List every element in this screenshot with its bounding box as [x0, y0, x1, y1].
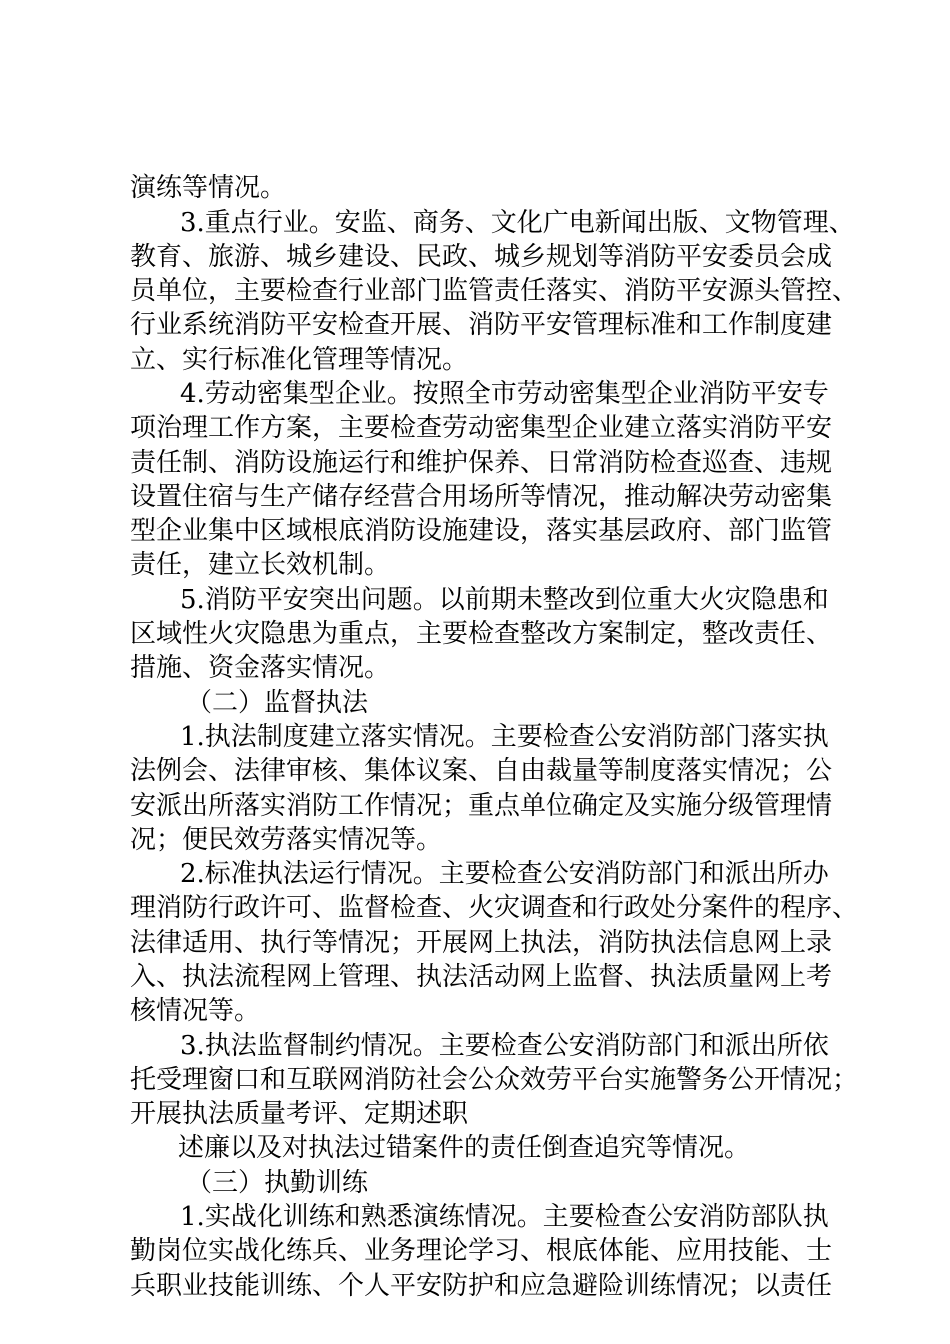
text-line-content: 教育、旅游、城乡建设、民政、城乡规划等消防平安委员会成: [130, 242, 833, 272]
text-line-content: 1.实战化训练和熟悉演练情况。主要检查公安消防部队执: [180, 1202, 829, 1232]
text-line: [0, 308, 950, 342]
text-line: [0, 343, 950, 377]
text-line-content: 5.消防平安突出问题。以前期未整改到位重大火灾隐患和: [180, 585, 829, 615]
text-line-content: 理消防行政许可、监督检查、火灾调查和行政处分案件的程序、: [130, 893, 859, 923]
text-line-content: 况；便民效劳落实情况等。: [130, 825, 443, 855]
text-line: [0, 617, 950, 651]
text-line: [0, 1063, 950, 1097]
text-line: [0, 446, 950, 480]
text-line: [0, 548, 950, 582]
section-heading-text: （三）执勤训练: [186, 1168, 369, 1198]
section-heading-text: （二）监督执法: [186, 688, 369, 718]
text-line-content: 核情况等。: [130, 996, 261, 1026]
text-line-content: 项治理工作方案，主要检查劳动密集型企业建立落实消防平安: [130, 413, 833, 443]
text-line-content: 责任，建立长效机制。: [130, 550, 391, 580]
text-line: [0, 1200, 950, 1234]
text-line: [0, 240, 950, 274]
text-line: [0, 583, 950, 617]
text-line-content: 行业系统消防平安检查开展、消防平安管理标准和工作制度建: [130, 310, 833, 340]
text-line: [0, 514, 950, 548]
text-line-content: 员单位，主要检查行业部门监管责任落实、消防平安源头管控、: [130, 276, 859, 306]
text-line-content: 3.执法监督制约情况。主要检查公安消防部门和派出所依: [180, 1031, 829, 1061]
text-line-content: 勤岗位实战化练兵、业务理论学习、根底体能、应用技能、士: [130, 1236, 833, 1266]
text-line-content: 措施、资金落实情况。: [130, 653, 391, 683]
text-line-content: 入、执法流程网上管理、执法活动网上监督、执法质量网上考: [130, 962, 833, 992]
text-line-content: 演练等情况。: [130, 173, 287, 203]
text-line-content: 兵职业技能训练、个人平安防护和应急避险训练情况；以责任: [130, 1271, 833, 1301]
text-line: [0, 891, 950, 925]
text-line: [0, 1131, 950, 1165]
text-line: [0, 857, 950, 891]
text-line: [0, 1269, 950, 1303]
text-line-content: 责任制、消防设施运行和维护保养、日常消防检查巡查、违规: [130, 448, 833, 478]
text-line: [0, 994, 950, 1028]
text-line-content: 1.执法制度建立落实情况。主要检查公安消防部门落实执: [180, 722, 829, 752]
text-line-content: 型企业集中区域根底消防设施建设，落实基层政府、部门监管: [130, 516, 833, 546]
section-heading: [0, 1166, 950, 1200]
text-line-content: 法例会、法律审核、集体议案、自由裁量等制度落实情况；公: [130, 756, 833, 786]
text-line: [0, 480, 950, 514]
text-line: [0, 651, 950, 685]
text-line: [0, 926, 950, 960]
text-line: [0, 1097, 950, 1131]
text-line: [0, 411, 950, 445]
text-line: [0, 274, 950, 308]
text-line: [0, 171, 950, 205]
text-line: [0, 1029, 950, 1063]
text-line-content: 4.劳动密集型企业。按照全市劳动密集型企业消防平安专: [180, 379, 829, 409]
text-line: [0, 720, 950, 754]
section-heading: [0, 686, 950, 720]
text-line: [0, 823, 950, 857]
text-line-content: 法律适用、执行等情况；开展网上执法，消防执法信息网上录: [130, 928, 833, 958]
text-line-content: 设置住宿与生产储存经营合用场所等情况，推动解决劳动密集: [130, 482, 833, 512]
text-line: [0, 960, 950, 994]
text-line-content: 3.重点行业。安监、商务、文化广电新闻出版、文物管理、: [180, 208, 855, 238]
text-line: [0, 377, 950, 411]
text-line-content: 区域性火灾隐患为重点，主要检查整改方案制定，整改责任、: [130, 619, 833, 649]
text-line-content: 托受理窗口和互联网消防社会公众效劳平台实施警务公开情况；: [130, 1065, 859, 1095]
text-line: [0, 206, 950, 240]
text-line: [0, 754, 950, 788]
text-line-content: 2.标准执法运行情况。主要检查公安消防部门和派出所办: [180, 859, 829, 889]
text-line-content: 述廉以及对执法过错案件的责任倒查追究等情况。: [178, 1133, 751, 1163]
text-line-content: 安派出所落实消防工作情况；重点单位确定及实施分级管理情: [130, 791, 833, 821]
text-line-content: 开展执法质量考评、定期述职: [130, 1099, 469, 1129]
text-line: [0, 1234, 950, 1268]
text-line-content: 立、实行标准化管理等情况。: [130, 345, 469, 375]
text-line: [0, 789, 950, 823]
